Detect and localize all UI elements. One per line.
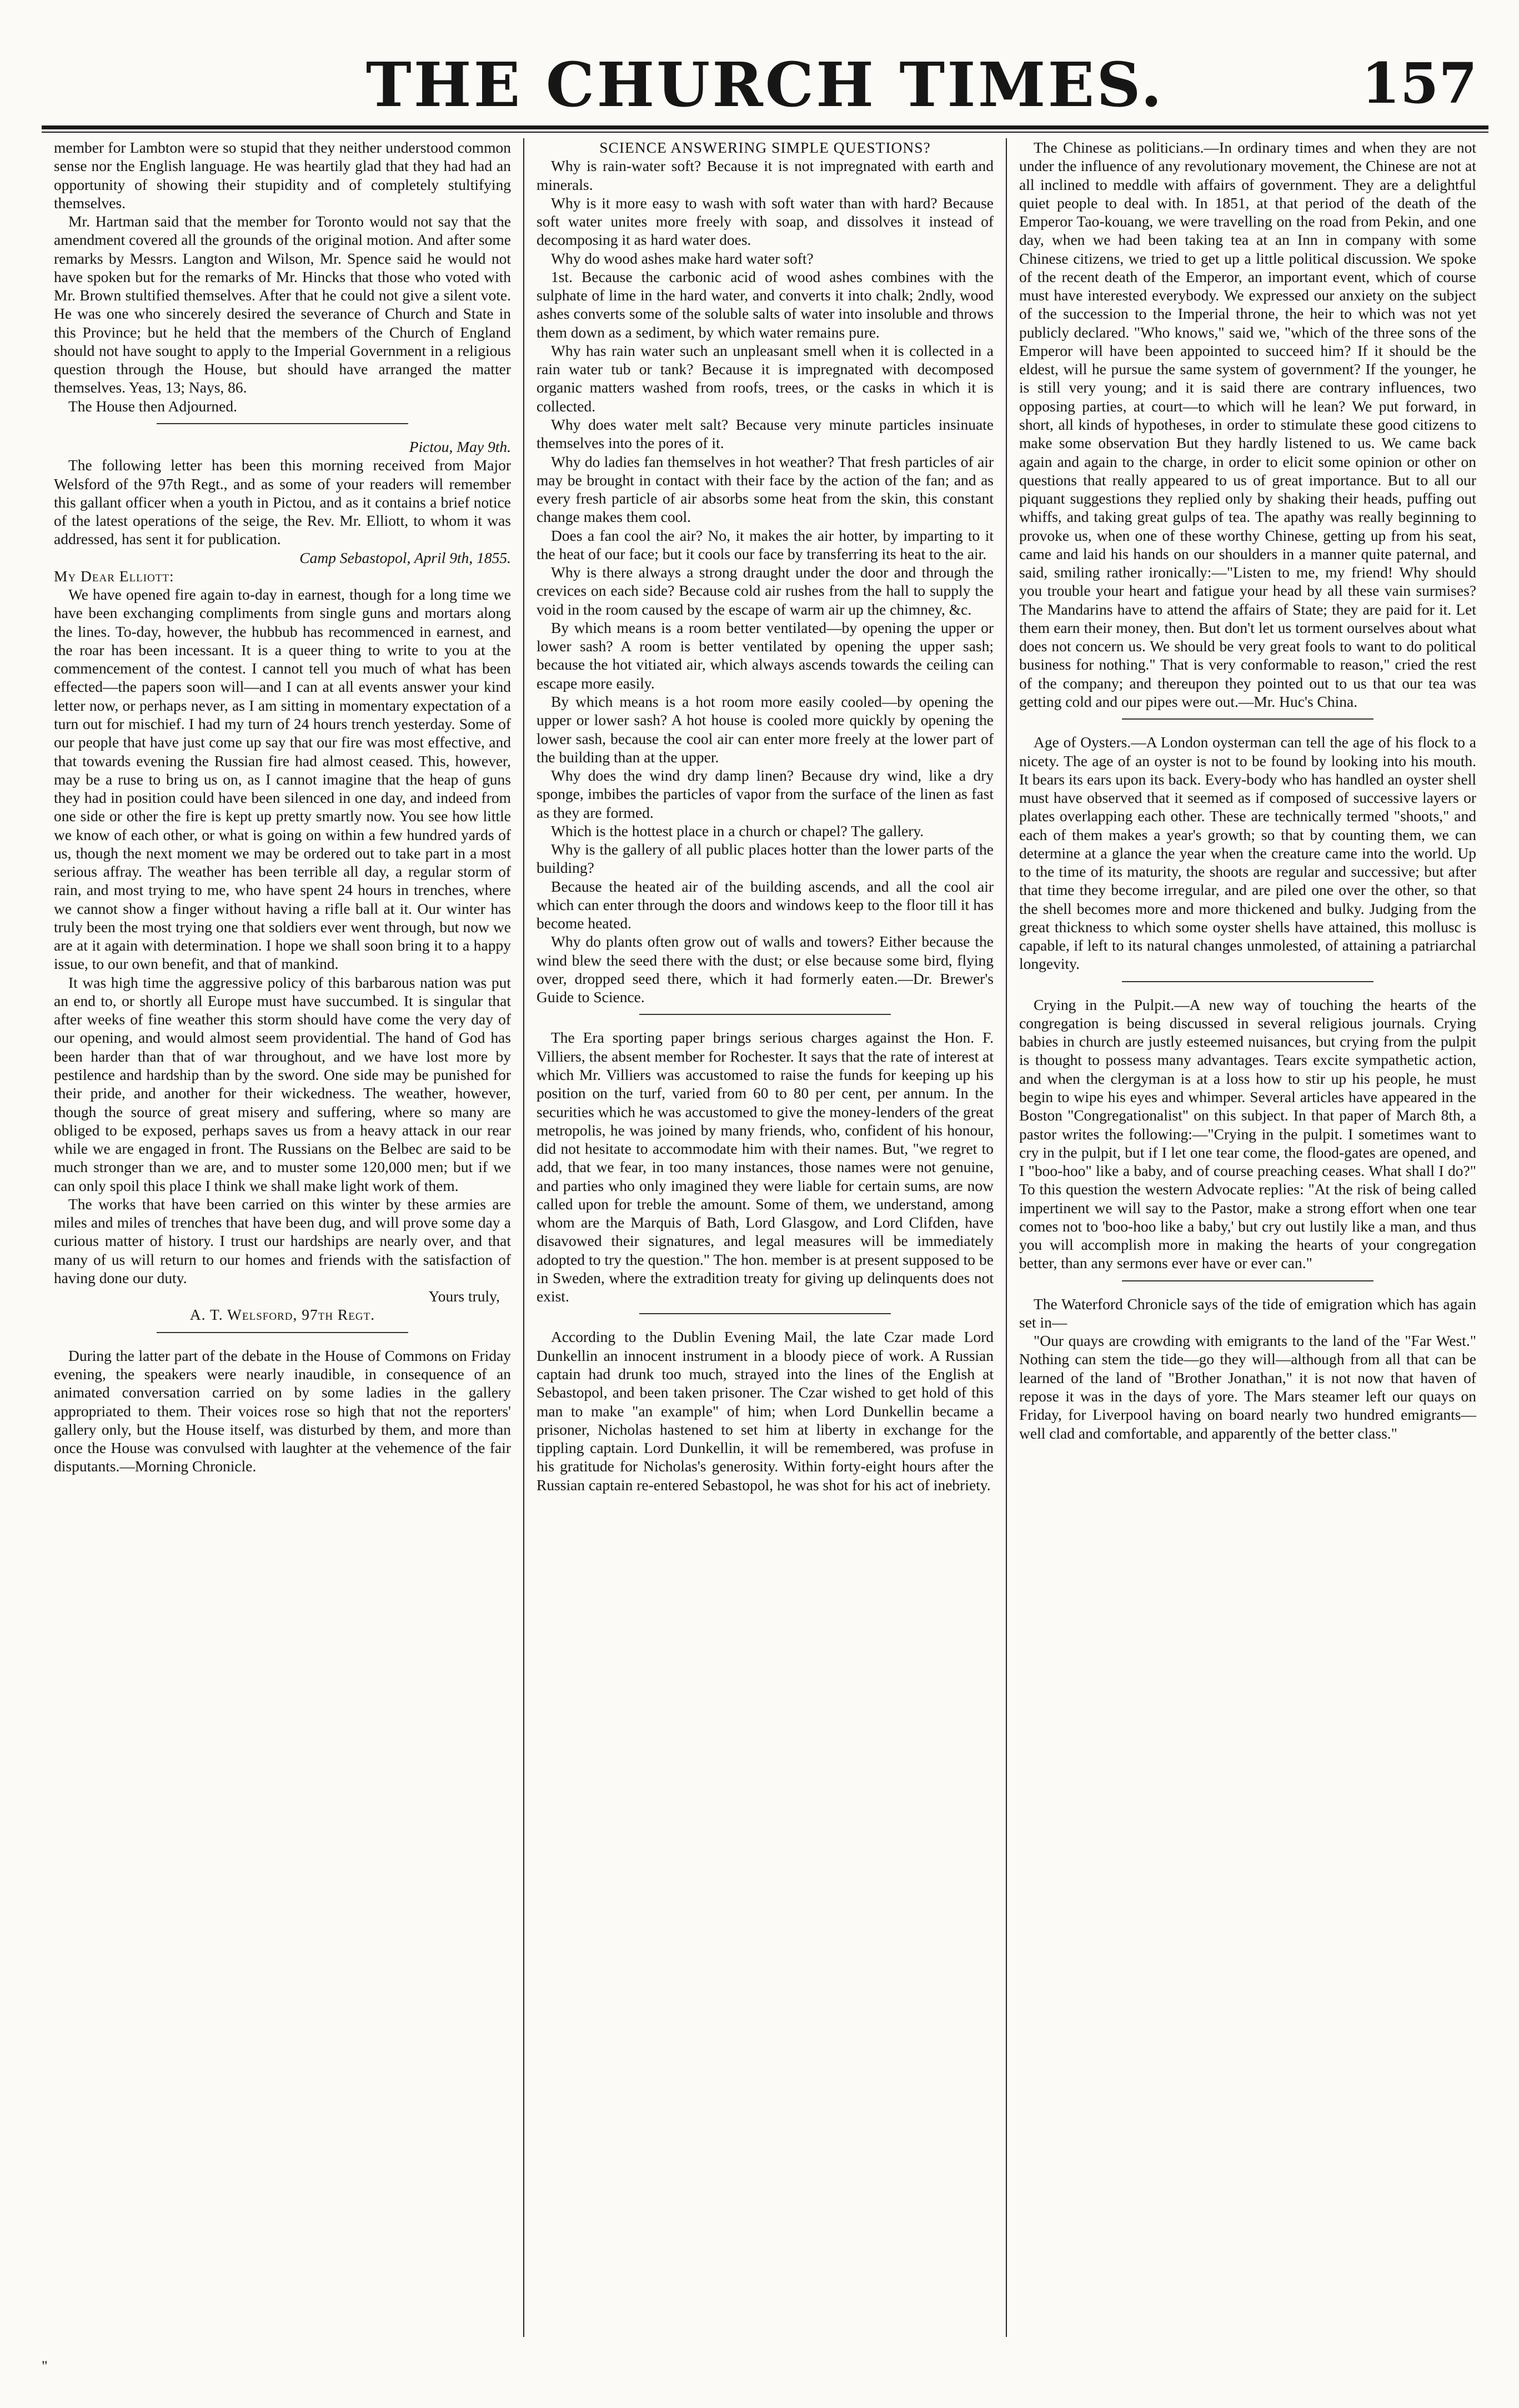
- letter-intro: The following letter has been this morning received from Major Welsford of the 97th Regt., and as some of your readers will remember this gallant officer when a youth in Pictou, and as it contains a brief notice of the latest operations of the seige, the Rev. Mr. Elliott, to whom it was addressed, has sent it for publication.: [54, 456, 511, 548]
- divider: [157, 1332, 408, 1339]
- divider: [639, 1014, 891, 1020]
- parliament-hartman: Mr. Hartman said that the member for Toronto would not say that the amendment covered all the grounds of the original motion. And after some remarks by Messrs. Langton and Wilson, Mr. Spence said he would not have spoken but for the remarks of Mr. Hincks that those who voted with Mr. Brown stultified themselves. After that he could not give a silent vote. He was one who sincerely desired the severance of Church and State in this Province; but he held that the members of the Church of England should not have sought to apply to the Imperial Government in a religious question through the House, but should have arranged the matter themselves. Yeas, 13; Nays, 86.: [54, 213, 511, 396]
- science-qa: By which means is a room better ventilated—by opening the upper or lower sash? A room is better ventilated by opening the upper sash; because the hot vitiated air, which always ascends towards the ceiling can escape more easily.: [537, 619, 994, 692]
- letter-signature: A. T. Welsford, 97th Regt.: [189, 1306, 375, 1324]
- newspaper-title: THE CHURCH TIMES.: [365, 49, 1165, 120]
- science-qa: Why is there always a strong draught under the door and through the crevices on each side? Because cold air rushes from the hall to supply the void in the room caused by the escape of warm air up the chimney, &c.: [537, 564, 994, 618]
- divider: [639, 1313, 891, 1320]
- chinese-politicians-item: The Chinese as politicians.—In ordinary times and when they are not under the influence of any revolutionary movement, the Chinese are not at all inclined to meddle with affairs of government. They are a delightful quiet people to deal with. In 1851, at that period of the death of the Emperor Tao-kouang, we were travelling on the road from Pekin, and one day, when we had been taking tea at an Inn in company with some Chinese citizens, we tried to get up a little political discussion. We spoke of the recent death of the Emperor, an important event, which of course must have interested everybody. We expressed our anxiety on the subject of the succession to the Imperial throne, the heir to which was not yet publicly declared. "Who knows," said we, "which of the three sons of the Emperor will have been appointed to succeed him? If it should be the eldest, will he pursue the same system of government? If the younger, he is still very young; and it is said there are contrary influences, two opposing parties, at court—to which will he lean? We put forward, in short, all kinds of hypotheses, in order to stimulate these good citizens to make some observation But they hardly listened to us. We came back again and again to the charge, in order to elicit some opinion or other on questions that really appeared to us of great importance. But to all our piquant suggestions they replied only by shaking their heads, puffing out whiffs, and taking great gulps of tea. The apathy was really beginning to provoke us, when one of these worthy Chinese, getting up from his seat, came and laid his hands on our shoulders in a manner quite paternal, and said, smiling rather ironically:—"Listen to me, my friend! Why should you trouble your heart and fatigue your head by all these vain surmises? The Mandarins have to attend the affairs of State; they are paid for it. Let them earn their money, then. But don't let us torment ourselves about what does not concern us. We should be very great fools to want to do political business for nothing." That is very conformable to reason," cried the rest of the company; and thereupon they pointed out to us that our tea was getting cold and our pipes were out.—Mr. Huc's China.: [1019, 139, 1476, 710]
- masthead-rule-thin: [42, 132, 1488, 133]
- science-qa: Why is rain-water soft? Because it is not impregnated with earth and minerals.: [537, 157, 994, 193]
- house-adjourned: The House then Adjourned.: [68, 397, 237, 415]
- science-qa: 1st. Because the carbonic acid of wood ashes combines with the sulphate of lime in the hard water, and converts it into chalk; 2ndly, wood ashes converts some of the soluble salts of water into insoluble and throws them down as a sediment, by which water remains pure.: [537, 268, 994, 341]
- science-qa: Why do wood ashes make hard water soft?: [551, 249, 814, 267]
- columns: [42, 138, 1488, 2337]
- villiers-item: The Era sporting paper brings serious charges against the Hon. F. Villiers, the absent member for Rochester. It says that the rate of interest at which Mr. Villiers was accustomed to raise the funds for keeping up his position on the turf, varied from 60 to 80 per cent, per annum. In the securities which he was accustomed to give the money-lenders of the great metropolis, he was joined by many friends, who, confident of his honour, did not hesitate to accommodate him with their names. But, "we regret to add, that we fear, in too many instances, those names were not genuine, and parties who only imagined they were liable for certain sums, are now called upon for treble the amount. Some of them, we understand, among whom are the Marquis of Bath, Lord Glasgow, and Lord Clifden, have disavowed their signatures, and legal measures will be immediately adopted to try the question." The hon. member is at present supposed to be in Sweden, where the extradition treaty for giving up delinquents does not exist.: [537, 1029, 994, 1305]
- dateline-pictou: Pictou, May 9th.: [409, 438, 511, 455]
- science-heading: SCIENCE ANSWERING SIMPLE QUESTIONS?: [599, 139, 931, 156]
- letter-body-2: It was high time the aggressive policy of this barbarous nation was put an end to, or shortly all Europe must have succumbed. It is singular that after weeks of fine weather this storm should have come the very day of our opening, and would almost seem providential. The hand of God has been harder than that of war throughout, and we have lost more by pestilence and hardship than by the sword. One side may be punished for their pride, and another for their wickedness. The weather, however, though the source of great misery and suffering, where so many are obliged to be exposed, perhaps saves us from a heavy attack in our rear while we are engaged in front. The Russians on the Belbec are said to be much stronger than we are, and to muster some 120,000 men; but if we can only spoil this place I think we shall make light work of them.: [54, 973, 511, 1194]
- divider: [1122, 718, 1373, 725]
- oysters-item: Age of Oysters.—A London oysterman can tell the age of his flock to a nicety. The age of an oyster is not to be found by looking into his mouth. It bears its ears upon its back. Every-body who has handled an oyster shell must have observed that it seemed as if composed of successive layers or plates overlapping each other. These are technically termed "shoots," and each of them makes a year's growth; so that by counting them, we can determine at a glance the year when the creature came into the world. Up to the time of its maturity, the shoots are regular and successive; but after that time they become irregular, and are piled one over the other, so that the shell becomes more and more thickened and bulky. Judging from the great thickness to which some oyster shells have attained, this mollusc is capable, if left to its natural changes unmolested, of attaining a patriarchal longevity.: [1019, 733, 1476, 973]
- parliament-report-cont: member for Lambton were so stupid that they neither understood common sense nor the English language. He was heartily glad that they had had an opportunity of showing their stupidity and of completely stultifying themselves.: [54, 139, 511, 212]
- science-qa: Does a fan cool the air? No, it makes the air hotter, by imparting to it the heat of our face; but it cools our face by transferring its heat to the air.: [537, 526, 994, 562]
- letter-dateline: Camp Sebastopol, April 9th, 1855.: [299, 549, 511, 566]
- masthead-rule: [42, 125, 1488, 129]
- science-qa: Why is it more easy to wash with soft water than with hard? Because soft water unites more freely with soap, and dissolves it instead of decomposing it as hard water does.: [537, 194, 994, 249]
- science-qa: Why do ladies fan themselves in hot weather? That fresh particles of air may be brought in contact with their face by the action of the fan; and as every fresh particle of air absorbs some heat from the skin, this constant change makes them cool.: [537, 453, 994, 526]
- science-qa: Why has rain water such an unpleasant smell when it is collected in a rain water tub or tank? Because it is impregnated with decomposed organic matters washed from roofs, trees, or the casks in which it is collected.: [537, 341, 994, 415]
- divider: [1122, 981, 1373, 988]
- science-qa: Which is the hottest place in a church or chapel? The gallery.: [551, 822, 924, 839]
- divider: [1122, 1280, 1373, 1287]
- column-3: [1006, 138, 1488, 2337]
- science-qa: Because the heated air of the building ascends, and all the cool air which can enter through the doors and windows keep to the floor till it has become heated.: [537, 877, 994, 932]
- science-qa: Why is the gallery of all public places hotter than the lower parts of the building?: [537, 841, 994, 877]
- emigration-quote: "Our quays are crowding with emigrants to the land of the "Far West." Nothing can stem the tide—go they will—although from all that can be learned of the land of "Brother Jonathan," it is not now that haven of repose it was in the days of yore. The Mars steamer left our quays on Friday, for Liverpool having on board nearly two hundred emigrants—well clad and comfortable, and apparently of the better class.": [1019, 1332, 1476, 1442]
- letter-body-1: We have opened fire again to-day in earnest, though for a long time we have been exchanging compliments from single guns and mortars along the lines. To-day, however, the hubbub has recommenced in earnest, and the roar has been incessant. It is a queer thing to write to you at the commencement of the contest. I cannot tell you much of what has been effected—the papers soon will—and I can at all events answer your kind letter now, or perhaps never, as I am sitting in momentary expectation of a turn out for mischief. I had my turn of 24 hours trench yesterday. Some of our people that have just come up say that our fire was most effective, and that towards evening the Russian fire had almost ceased. This, however, may be a ruse to bring us on, as I cannot imagine that the heap of guns they had in position could have been silenced in one day, and indeed from one side or other the fire is kept up pretty smartly now. You see how little we know of each other, or what is going on within a few hundred yards of us, though the next moment we may be ordered out to take part in a most serious affray. The weather has been terrible all day, a regular storm of rain, and most trying to me, who have spent 24 hours in trenches, where we cannot show a finger without having a rifle ball at it. Our winter has truly been the most trying one that soldiers ever went through, but now we are at it again with determination. I hope we shall soon bring it to a happy issue, to our own benefit, and that of mankind.: [54, 586, 511, 973]
- science-qa: Why does water melt salt? Because very minute particles insinuate themselves into the pores of it.: [537, 415, 994, 452]
- science-qa: Why do plants often grow out of walls and towers? Either because the wind blew the seed there with the dust; or else because some bird, flying over, dropped seed there, which it had formerly eaten.—Dr. Brewer's Guide to Science.: [537, 933, 994, 1006]
- letter-salutation: My Dear Elliott:: [54, 567, 174, 585]
- science-qa: By which means is a hot room more easily cooled—by opening the upper or lower sash? A hot house is cooled more quickly by opening the lower sash, because the cool air can enter more freely at the lower part of the building than at the upper.: [537, 692, 994, 766]
- column-1: [42, 138, 523, 2337]
- emigration-intro: The Waterford Chronicle says of the tide of emigration which has again set in—: [1019, 1295, 1476, 1331]
- letter-closing: Yours truly,: [428, 1288, 500, 1305]
- column-2: [523, 138, 1006, 2337]
- footer-mark: ": [42, 2358, 48, 2374]
- crying-pulpit-item: Crying in the Pulpit.—A new way of touching the hearts of the congregation is being discussed in several religious journals. Crying babies in church are justly esteemed nuisances, but crying from the pulpit is thought to possess many advantages. Tears excite sympathetic action, and when the clergyman is at a loss how to stir up his people, he must begin to wipe his eyes and whimper. Several articles have appeared in the Boston "Congregationalist" on this subject. In that paper of March 8th, a pastor writes the following:—"Crying in the pulpit. I sometimes want to cry in the pulpit, but if I let one tear come, the flood-gates are opened, and I "boo-hoo" like a baby, and of course preaching ceases. What shall I do?" To this question the western Advocate replies: "At the risk of being called impertinent we will say to the Pastor, make a strong effort when one tear comes not to 'boo-hoo like a baby,' but cry out lustily like a man, and thus you will accomplish more in making the hearts of your congregation better, than any sermons ever have or ever can.": [1019, 996, 1476, 1272]
- science-qa: Why does the wind dry damp linen? Because dry wind, like a dry sponge, imbibes the particles of vapor from the surface of the linen as fast as they are formed.: [537, 767, 994, 821]
- commons-debate-item: During the latter part of the debate in the House of Commons on Friday evening, the speakers were nearly inaudible, in consequence of an animated conversation carried on by some ladies in the gallery appropriated to them. Their voices rose so high that not the reporters' gallery only, but the House itself, was disturbed by them, and more than once the House was convulsed with laughter at the vehemence of the fair disputants.—Morning Chronicle.: [54, 1346, 511, 1475]
- masthead: [42, 33, 1488, 120]
- divider: [157, 423, 408, 430]
- dunkellin-item: According to the Dublin Evening Mail, the late Czar made Lord Dunkellin an innocent instrument in a bloody piece of work. A Russian captain had drunk too much, strayed into the lines of the English at Sebastopol, and been taken prisoner. The Czar wished to get hold of this man to make "an example" of him; when Lord Dunkellin became a prisoner, Nicholas hastened to set him at liberty in exchange for the tippling captain. Lord Dunkellin, it will be remembered, was profuse in his gratitude for Nicholas's generosity. Within forty-eight hours after the Russian captain re-entered Sebastopol, he was shot for his act of inebriety.: [537, 1328, 994, 1494]
- letter-body-3: The works that have been carried on this winter by these armies are miles and miles of trenches that have been dug, and will prove some day a curious matter of history. I trust our hardships are nearly over, and that many of us will return to our homes and friends with the satisfaction of having done our duty.: [54, 1195, 511, 1286]
- page-number: 157: [1361, 51, 1477, 116]
